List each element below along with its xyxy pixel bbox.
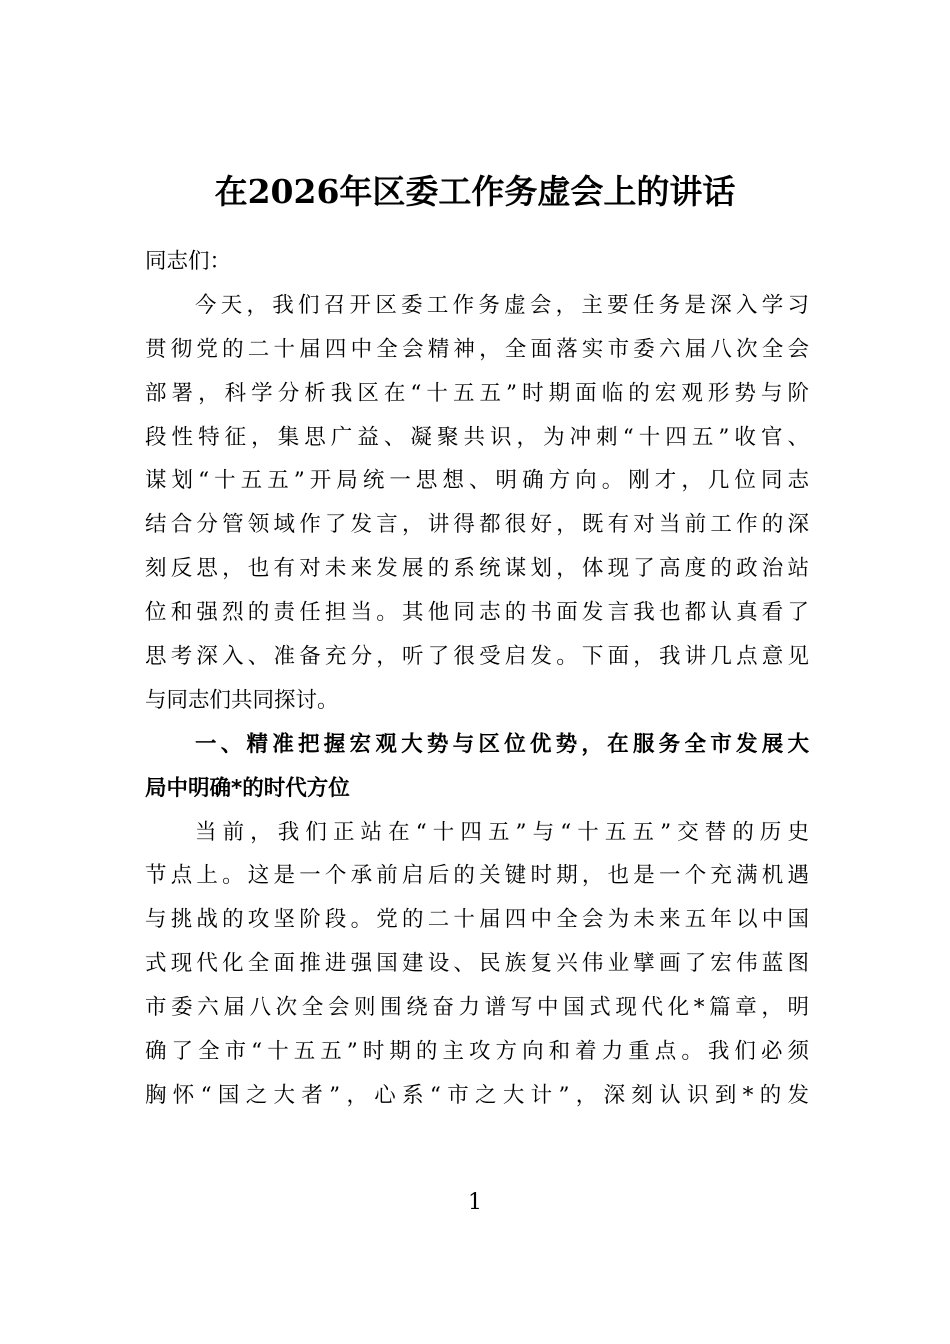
- paragraph-line: 节点上。这是一个承前启后的关键时期，也是一个充满机遇: [145, 863, 809, 889]
- paragraph-line: 谋划“十五五”开局统一思想、明确方向。刚才，几位同志: [145, 468, 809, 494]
- section-heading-line: 一、精准把握宏观大势与区位优势，在服务全市发展大: [195, 731, 809, 757]
- paragraph-line: 今天，我们召开区委工作务虚会，主要任务是深入学习: [195, 292, 809, 318]
- section-heading-line: 局中明确*的时代方位: [145, 775, 350, 801]
- paragraph-line: 当前，我们正站在“十四五”与“十五五”交替的历史: [195, 819, 809, 845]
- page-number: 1: [468, 1190, 482, 1215]
- paragraph-line: 段性特征，集思广益、凝聚共识，为冲刺“十四五”收官、: [145, 424, 809, 450]
- paragraph-line: 位和强烈的责任担当。其他同志的书面发言我也都认真看了: [145, 600, 809, 626]
- document-title: 在2026年区委工作务虚会上的讲话: [214, 172, 736, 211]
- salutation: 同志们：: [145, 249, 232, 274]
- paragraph-line: 与挑战的攻坚阶段。党的二十届四中全会为未来五年以中国: [145, 907, 809, 933]
- paragraphs: [145, 284, 809, 1118]
- paragraph-line: 刻反思，也有对未来发展的系统谋划，体现了高度的政治站: [145, 556, 809, 582]
- paragraph-line: 确了全市“十五五”时期的主攻方向和着力重点。我们必须: [145, 1039, 809, 1065]
- document-body: [145, 240, 809, 1118]
- paragraph-line: 式现代化全面推进强国建设、民族复兴伟业擘画了宏伟蓝图: [145, 951, 809, 977]
- paragraph-line: 贯彻党的二十届四中全会精神，全面落实市委六届八次全会: [145, 336, 809, 362]
- paragraph-line: 部署，科学分析我区在“十五五”时期面临的宏观形势与阶: [145, 380, 809, 406]
- paragraph-line: 思考深入、准备充分，听了很受启发。下面，我讲几点意见: [145, 644, 809, 670]
- paragraph-line: 结合分管领域作了发言，讲得都很好，既有对当前工作的深: [145, 512, 809, 538]
- paragraph-line: 市委六届八次全会则围绕奋力谱写中国式现代化*篇章，明: [145, 995, 809, 1021]
- paragraph-line: 与同志们共同探讨。: [145, 687, 339, 713]
- paragraph-line: 胸怀“国之大者”，心系“市之大计”，深刻认识到*的发: [145, 1082, 809, 1108]
